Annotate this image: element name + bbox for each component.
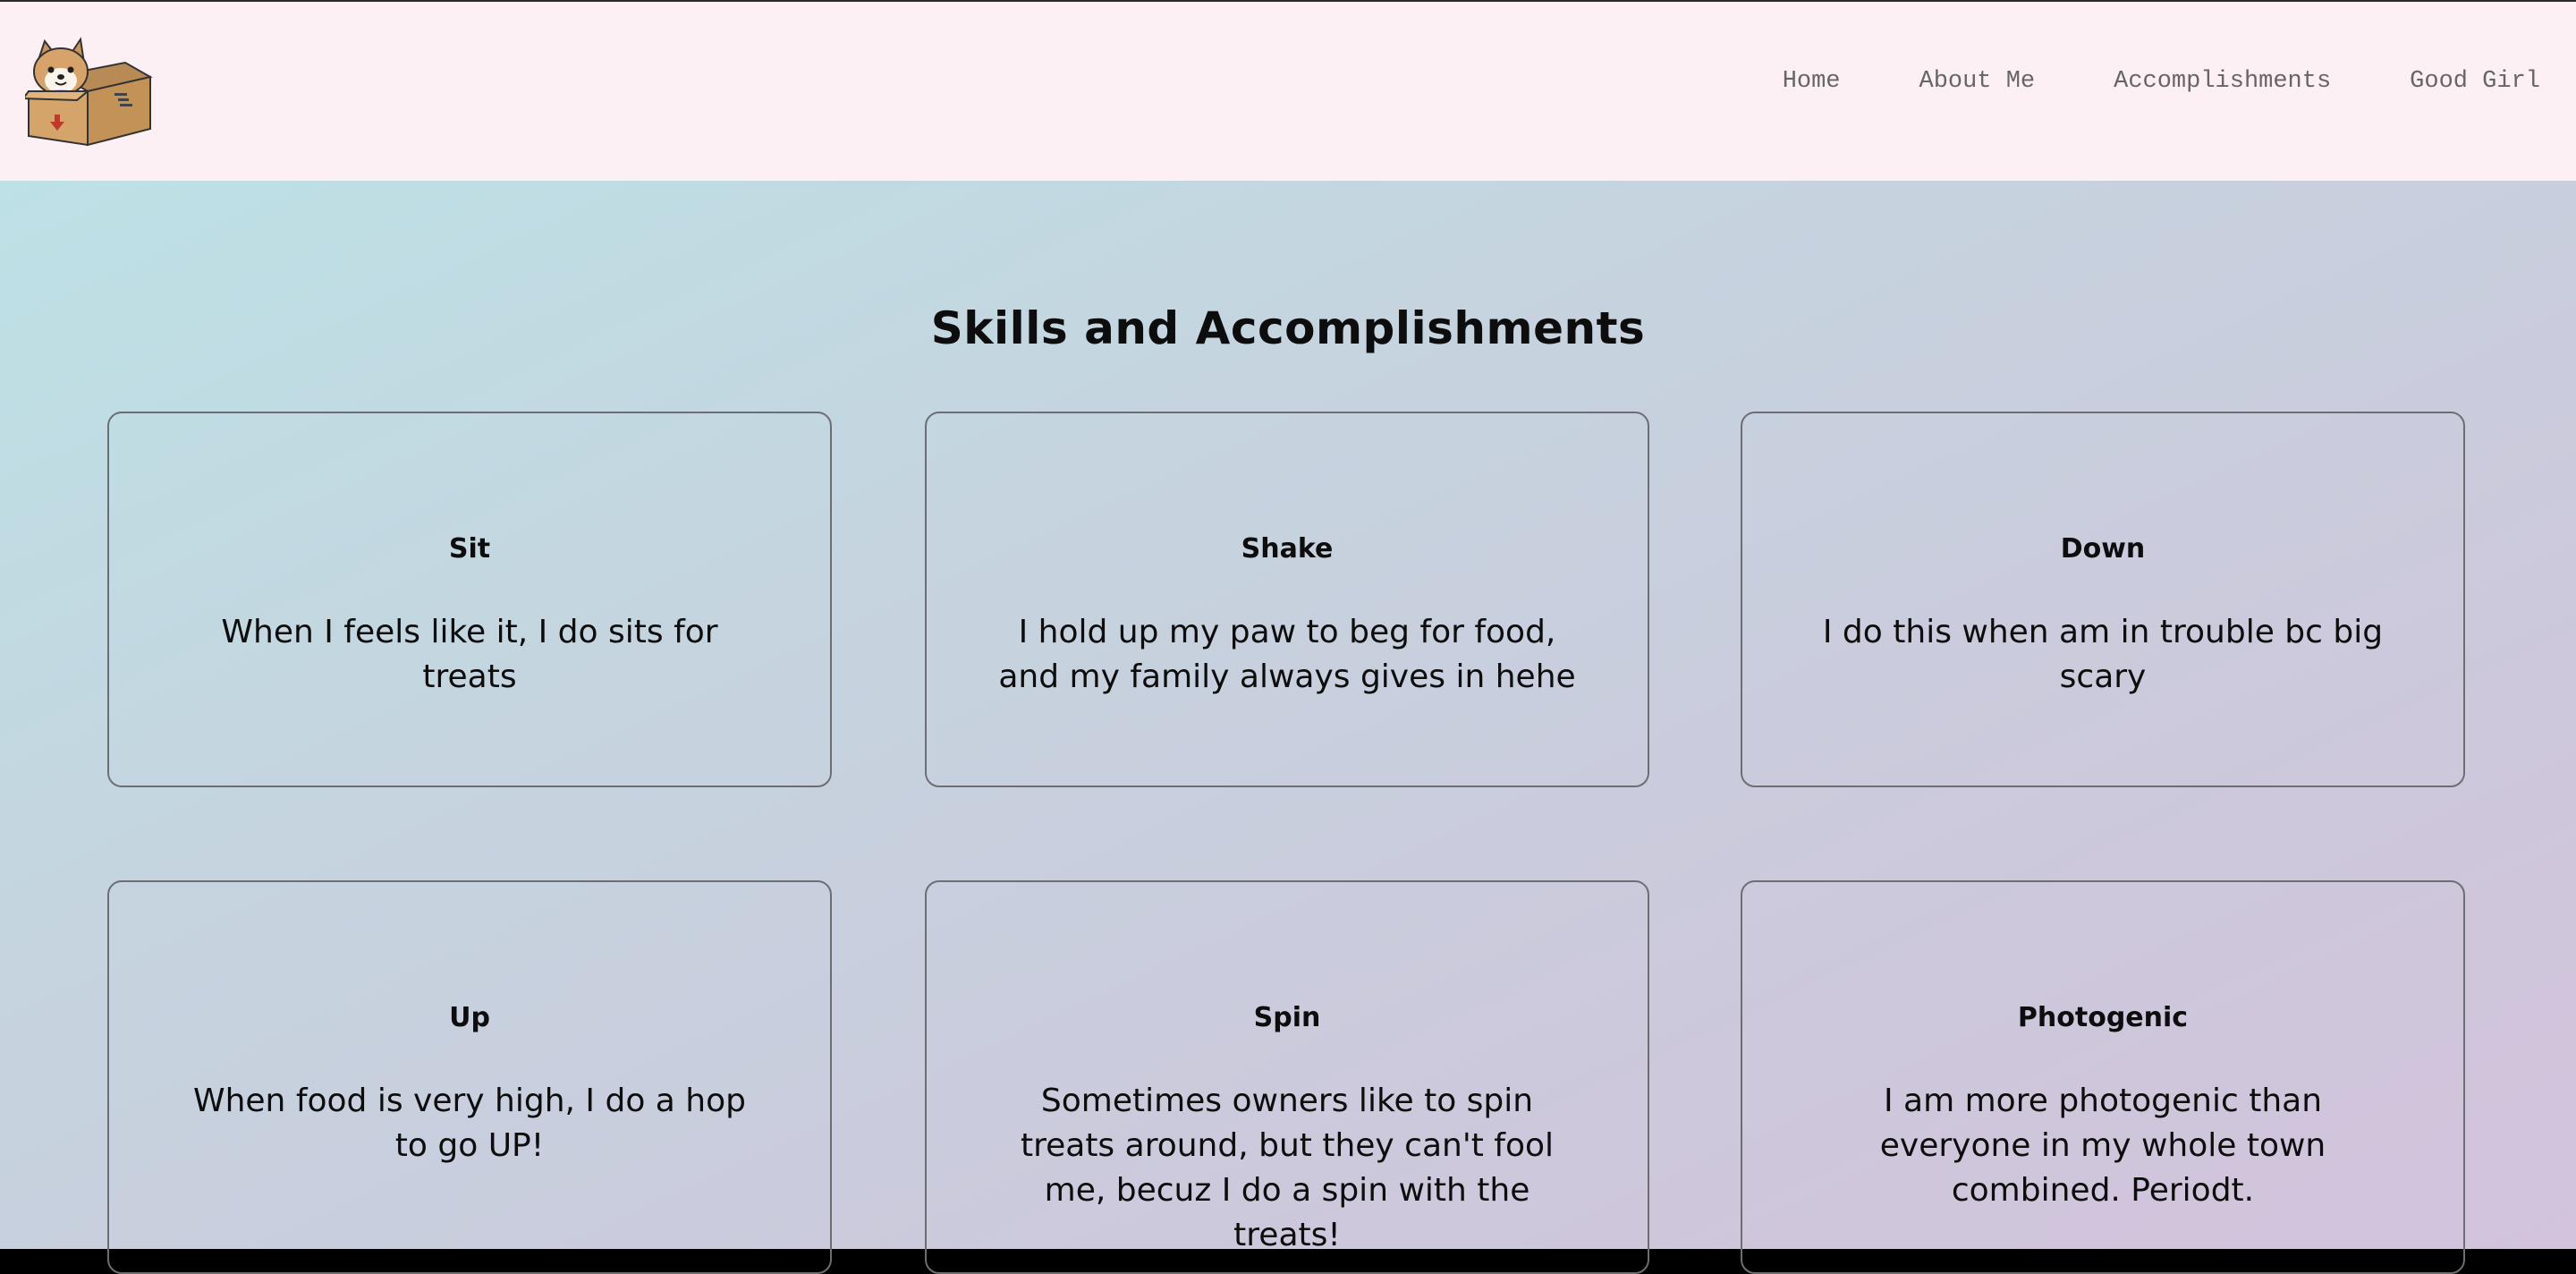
skill-card-text: I hold up my paw to beg for food, and my family always gives in hehe [998, 614, 1576, 695]
skill-card-text: I am more photogenic than everyone in my whole town combined. Periodt. [1879, 1083, 2326, 1209]
skill-card-up [107, 880, 832, 1274]
nav-accomplishments-link[interactable]: Accomplishments [2114, 68, 2332, 95]
skill-card-title: Shake [1241, 533, 1334, 565]
nav-home-link[interactable]: Home [1782, 68, 1841, 95]
skill-card-title: Sit [448, 533, 491, 565]
skill-card-title: Photogenic [2017, 1002, 2189, 1033]
nav-good-girl-link[interactable]: Good Girl [2410, 68, 2540, 95]
skill-card-title: Up [449, 1002, 490, 1033]
skill-card-title: Down [2060, 533, 2146, 565]
skill-card-spin [925, 880, 1649, 1274]
site-header [0, 2, 2576, 181]
page-title: Skills and Accomplishments [930, 302, 1646, 354]
skill-card-text: I do this when am in trouble bc big scary [1822, 614, 2384, 695]
skill-card-title: Spin [1253, 1002, 1321, 1033]
nav-about-me-link[interactable]: About Me [1919, 68, 2036, 95]
skill-card-text: When I feels like it, I do sits for treats [221, 614, 718, 695]
main-nav [1704, 66, 2540, 97]
skill-card-photogenic [1741, 880, 2465, 1274]
skill-card-sit [107, 412, 832, 787]
accomplishments-section [0, 181, 2576, 1253]
skill-card-text: When food is very high, I do a hop to go UP! [193, 1083, 746, 1164]
dog-in-box-logo-icon[interactable] [25, 36, 154, 147]
skill-card-shake [925, 412, 1649, 787]
skill-card-down [1741, 412, 2465, 787]
skill-card-text: Sometimes owners like to spin treats around, but they can't fool me, becuz I do a spin with the treats! [1020, 1083, 1555, 1253]
